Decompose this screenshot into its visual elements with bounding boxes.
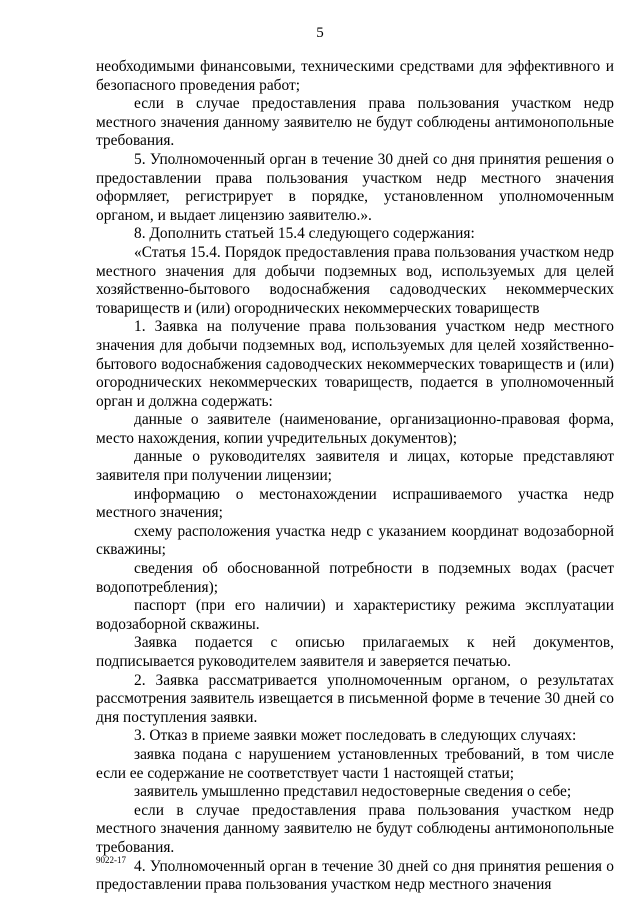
paragraph: данные о руководителях заявителя и лицах, которые представляют заявителя при получении лицензии; [96, 448, 614, 485]
paragraph: 4. Уполномоченный орган в течение 30 дней со дня принятия решения о предоставлении права пользования участком недр местного значения [96, 857, 614, 894]
paragraph: сведения об обоснованной потребности в подземных водах (расчет водопотребления); [96, 560, 614, 596]
paragraph: 2. Заявка рассматривается уполномоченным органом, о результатах рассмотрения заявитель извещается в письменной форме в течение 30 дней со дня поступления заявки. [96, 671, 614, 726]
paragraph: если в случае предоставления права пользования участком недр местного значения данному заявителю не будут соблюдены антимонопольные требования. [96, 95, 614, 150]
paragraph: заявка подана с нарушением установленных требований, в том числе если ее содержание не соответствует части 1 настоящей статьи; [96, 745, 614, 782]
paragraph: паспорт (при его наличии) и характеристику режима эксплуатации водозаборной скважины. [96, 597, 614, 633]
article-heading: «Статья 15.4. Порядок предоставления права пользования участком недр местного значения для добычи подземных вод, используемых для целей хозяйственно-бытового водоснабжения садоводческих некоммерческих товариществ и (или) огороднических некоммерческих товариществ [96, 243, 614, 317]
paragraph: заявитель умышленно представил недостоверные сведения о себе; [134, 783, 572, 801]
page-number: 5 [316, 25, 324, 41]
paragraph: 3. Отказ в приеме заявки может последовать в следующих случаях: [134, 727, 577, 745]
document-body [96, 58, 614, 895]
paragraph-continuation: необходимыми финансовыми, техническими средствами для эффективного и безопасного проведения работ; [96, 58, 614, 94]
paragraph: 8. Дополнить статьей 15.4 следующего содержания: [134, 225, 475, 243]
paragraph: 5. Уполномоченный орган в течение 30 дней со дня принятия решения о предоставлении права пользования участком недр местного значения оформляет, регистрирует в порядке, установленном уполномоченным органом, и выдает лицензию заявителю.». [96, 150, 614, 224]
document-code: 9022-17 [96, 855, 126, 865]
paragraph: информацию о местонахождении испрашиваемого участка недр местного значения; [96, 485, 614, 522]
paragraph: схему расположения участка недр с указанием координат водозаборной скважины; [96, 522, 614, 559]
paragraph: данные о заявителе (наименование, организационно-правовая форма, место нахождения, копии учредительных документов); [96, 411, 614, 447]
paragraph: 1. Заявка на получение права пользования участком недр местного значения для добычи подземных вод, используемых для целей хозяйственно-бытового водоснабжения садоводческих некоммерческих товариществ и (или) огороднических некоммерческих товариществ, подается в уполномоченный орган и должна содержать: [96, 318, 614, 410]
paragraph: Заявка подается с описью прилагаемых к ней документов, подписывается руководителем заявителя и заверяется печатью. [96, 634, 614, 670]
paragraph: если в случае предоставления права пользования участком недр местного значения данному заявителю не будут соблюдены антимонопольные требования. [96, 801, 614, 856]
